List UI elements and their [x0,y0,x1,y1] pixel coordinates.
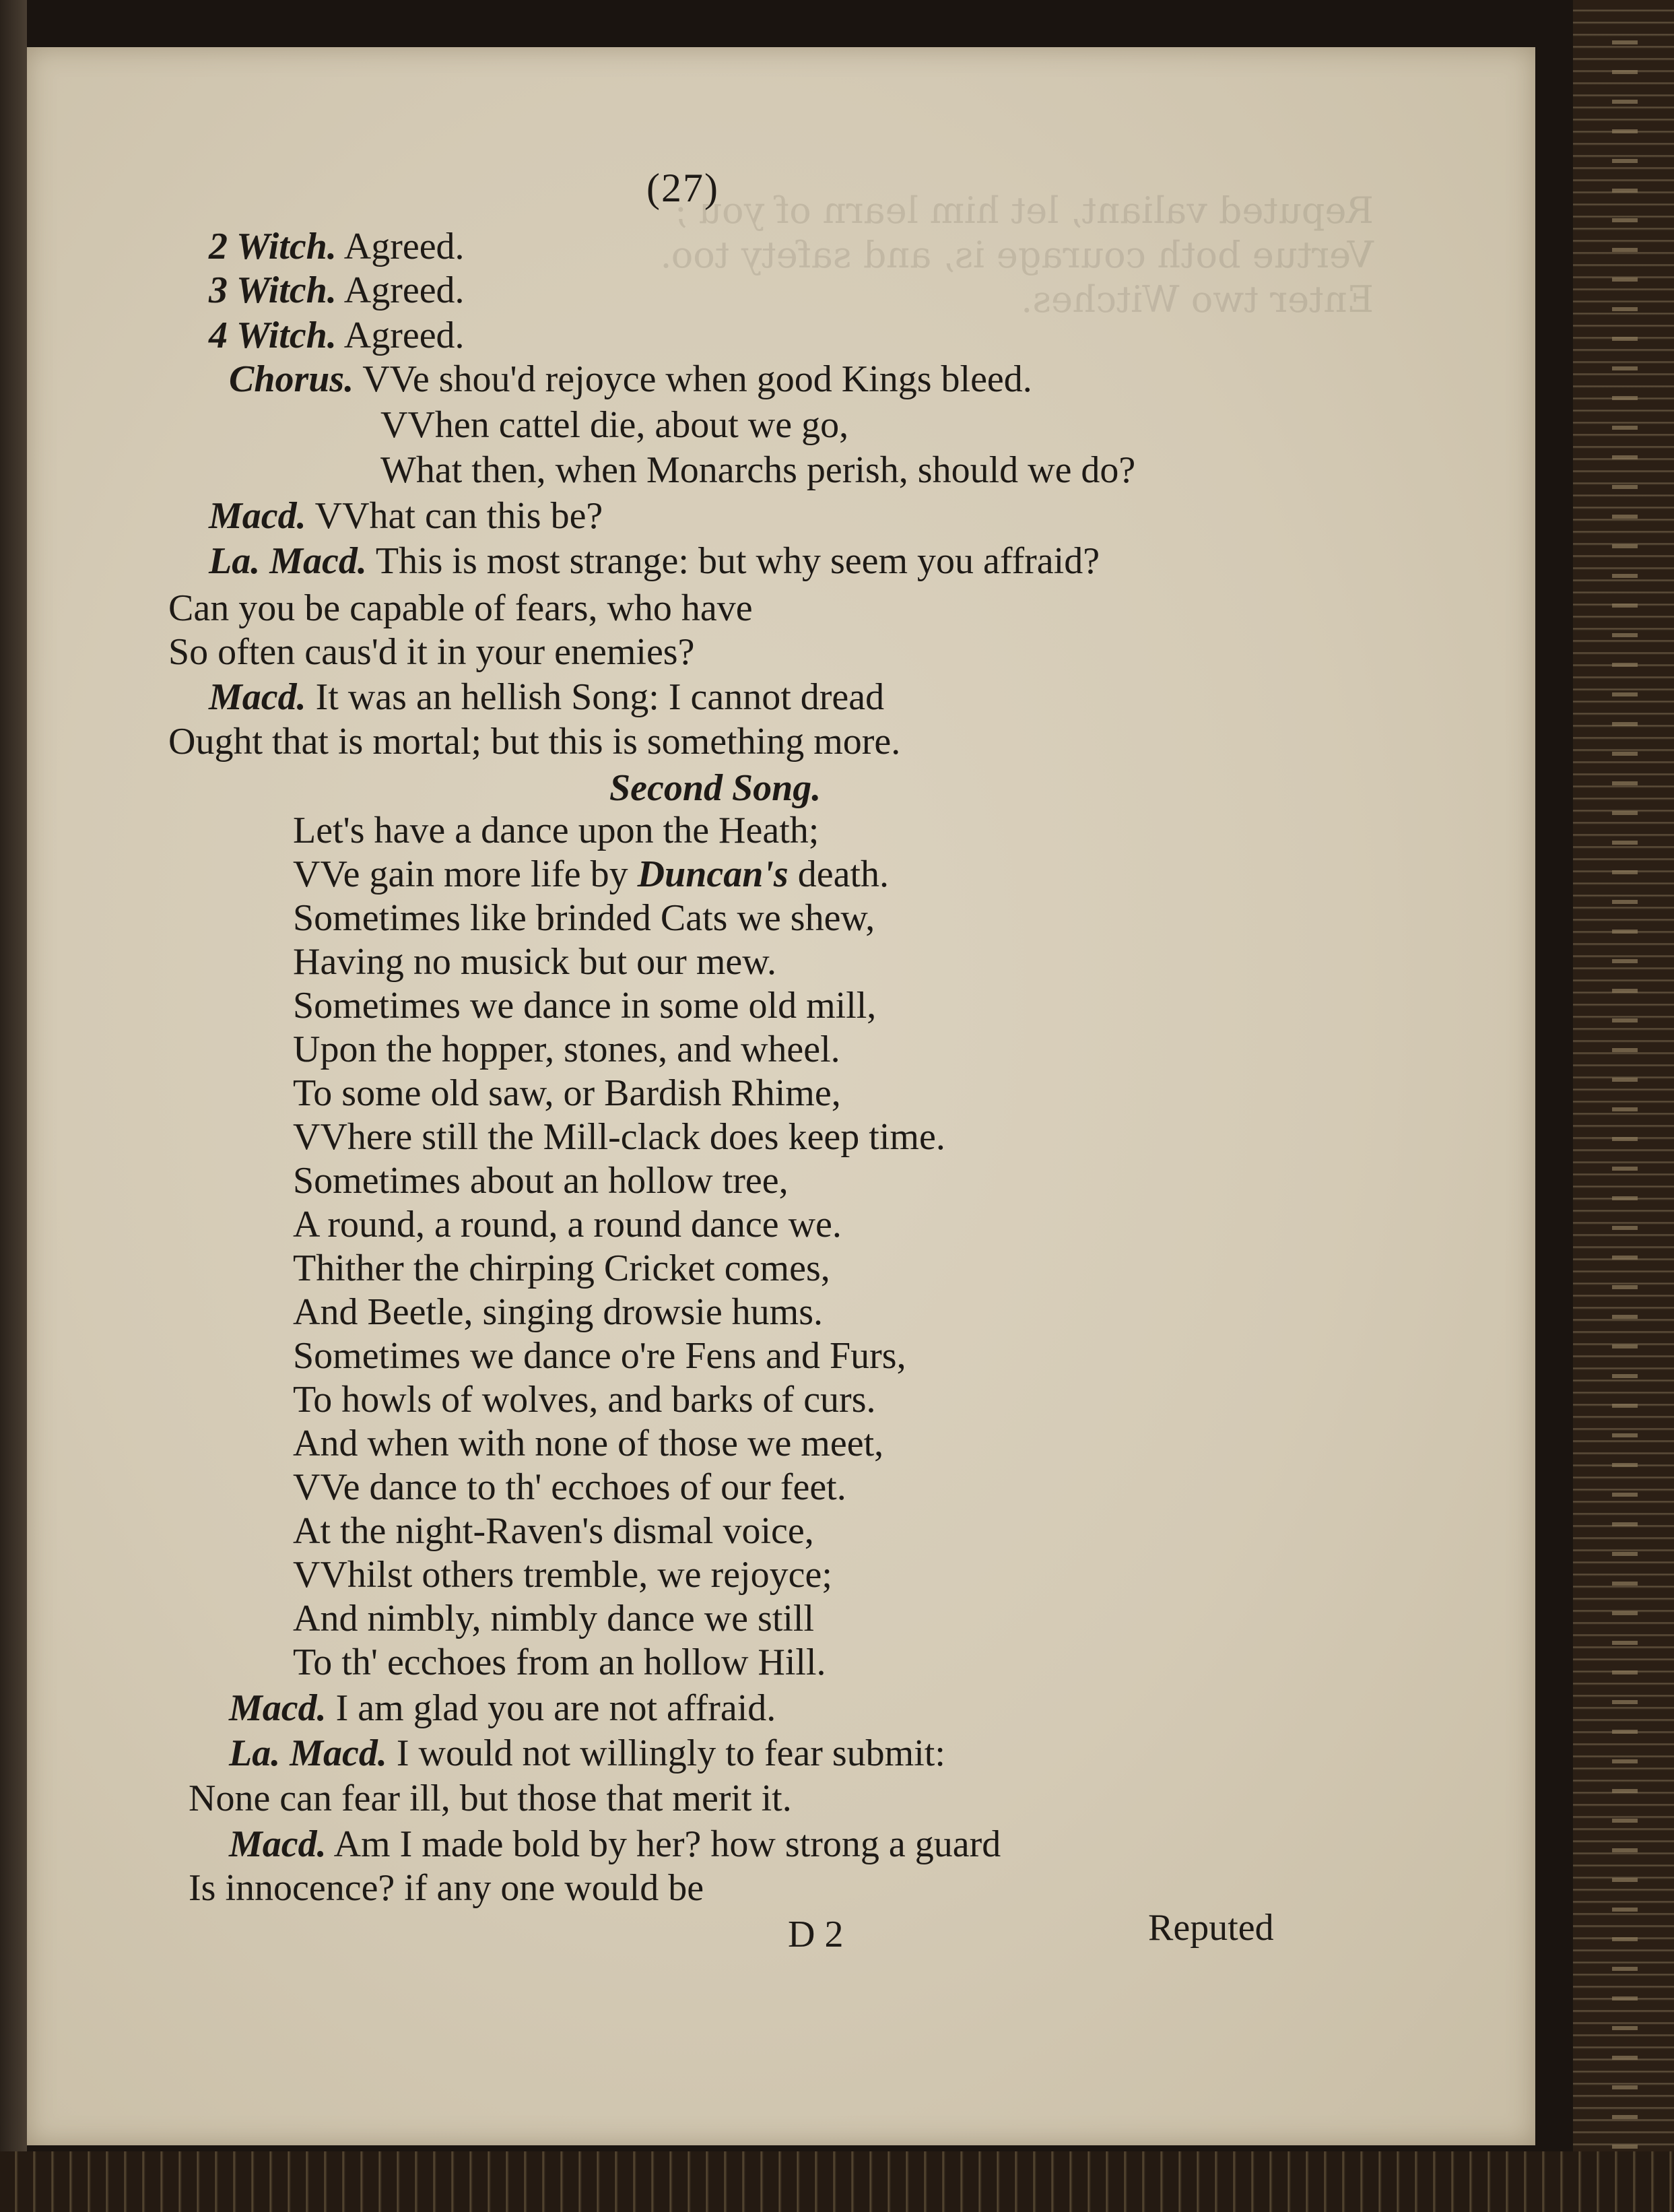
speaker-label: La. Macd. [229,1732,387,1774]
song-heading: Second Song. [609,767,822,809]
speaker-label: La. Macd. [209,540,367,582]
text-line [168,589,753,627]
song-line: To some old saw, or Bardish Rhime, [293,1072,841,1114]
speech-text: Can you be capable of fears, who have [168,587,753,629]
text-line [229,360,1032,398]
show-through-line: Reputed valiant, let him learn of you ; [674,189,1374,232]
speaker-label: 3 Witch. [209,269,337,311]
page-number: (27) [646,166,719,210]
catchword: Reputed [1148,1907,1274,1949]
text-line [380,406,848,444]
speaker-label: Chorus. [229,358,354,400]
text-line [229,1825,1001,1863]
page-text [27,47,1535,2145]
previous-page-edge [0,0,27,2212]
speech-text: None can fear ill, but those that merit it. [189,1778,792,1819]
song-line: And when with none of those we meet, [293,1423,884,1464]
speaker-label: 2 Witch. [209,226,337,267]
song-line: Sometimes we dance o're Fens and Furs, [293,1335,906,1377]
speech-text: It was an hellish Song: I cannot dread [315,676,885,718]
book-binding-edge [1573,0,1674,2212]
speech-text: What then, when Monarchs perish, should we do? [380,449,1136,491]
text-line [209,497,603,535]
song-line: Thither the chirping Cricket comes, [293,1247,830,1289]
book-page [27,47,1535,2145]
show-through-line: Enter two Witches. [1021,278,1374,321]
binding-bottom-edge [0,2151,1674,2212]
song-line-text: death. [797,853,890,895]
song-line: Let's have a dance upon the Heath; [293,810,819,851]
song-line: To howls of wolves, and barks of curs. [293,1379,876,1421]
text-line [209,678,884,716]
song-line: Having no musick but our mew. [293,941,777,983]
speaker-label: Macd. [229,1687,327,1729]
text-line [380,451,1135,489]
speech-text: VVhat can this be? [314,495,603,537]
speech-text: Ought that is mortal; but this is something more. [168,721,901,762]
text-line [189,1869,704,1907]
text-line [209,317,465,354]
text-line [168,723,900,760]
song-line: Sometimes like brinded Cats we shew, [293,897,875,939]
speech-text: Agreed. [343,269,465,311]
song-line: VVhere still the Mill-clack does keep time. [293,1116,945,1158]
speech-text: Am I made bold by her? how strong a guard [333,1823,1001,1865]
speaker-label: Macd. [229,1823,327,1865]
speech-text: Is innocence? if any one would be [189,1867,704,1909]
speech-text: I would not willingly to fear submit: [396,1732,945,1774]
text-line [209,271,465,309]
song-line: VVe dance to th' ecchoes of our feet. [293,1466,846,1508]
song-line: And Beetle, singing drowsie hums. [293,1291,824,1333]
speech-text: Agreed. [343,226,465,267]
song-line: Sometimes about an hollow tree, [293,1160,789,1202]
name-duncan: Duncan's [637,853,789,895]
song-line: VVhilst others tremble, we rejoyce; [293,1554,832,1596]
speaker-label: 4 Witch. [209,315,337,356]
song-line: To th' ecchoes from an hollow Hill. [293,1641,826,1683]
speech-text: This is most strange: but why seem you affraid? [375,540,1100,582]
speech-text: So often caus'd it in your enemies? [168,631,695,673]
song-line [293,855,889,893]
song-line: A round, a round, a round dance we. [293,1204,842,1245]
song-line: At the night-Raven's dismal voice, [293,1510,814,1552]
song-line: Upon the hopper, stones, and wheel. [293,1029,840,1070]
song-line: Sometimes we dance in some old mill, [293,985,877,1027]
song-line-text: VVe gain more life by [293,853,628,895]
song-line: And nimbly, nimbly dance we still [293,1598,815,1639]
text-line [189,1780,792,1817]
signature-mark: D 2 [788,1914,844,1955]
speaker-label: Macd. [209,495,306,537]
speaker-label: Macd. [209,676,306,718]
text-line [209,542,1100,580]
speech-text: VVe shou'd rejoyce when good Kings bleed. [362,358,1032,400]
text-line [168,633,694,671]
speech-text: Agreed. [343,315,465,356]
text-line [229,1689,776,1727]
text-line [229,1734,945,1772]
speech-text: I am glad you are not affraid. [335,1687,776,1729]
text-line [209,228,465,265]
speech-text: VVhen cattel die, about we go, [380,404,849,446]
show-through-line: Vertue both courage is, and safety too. [660,234,1374,276]
